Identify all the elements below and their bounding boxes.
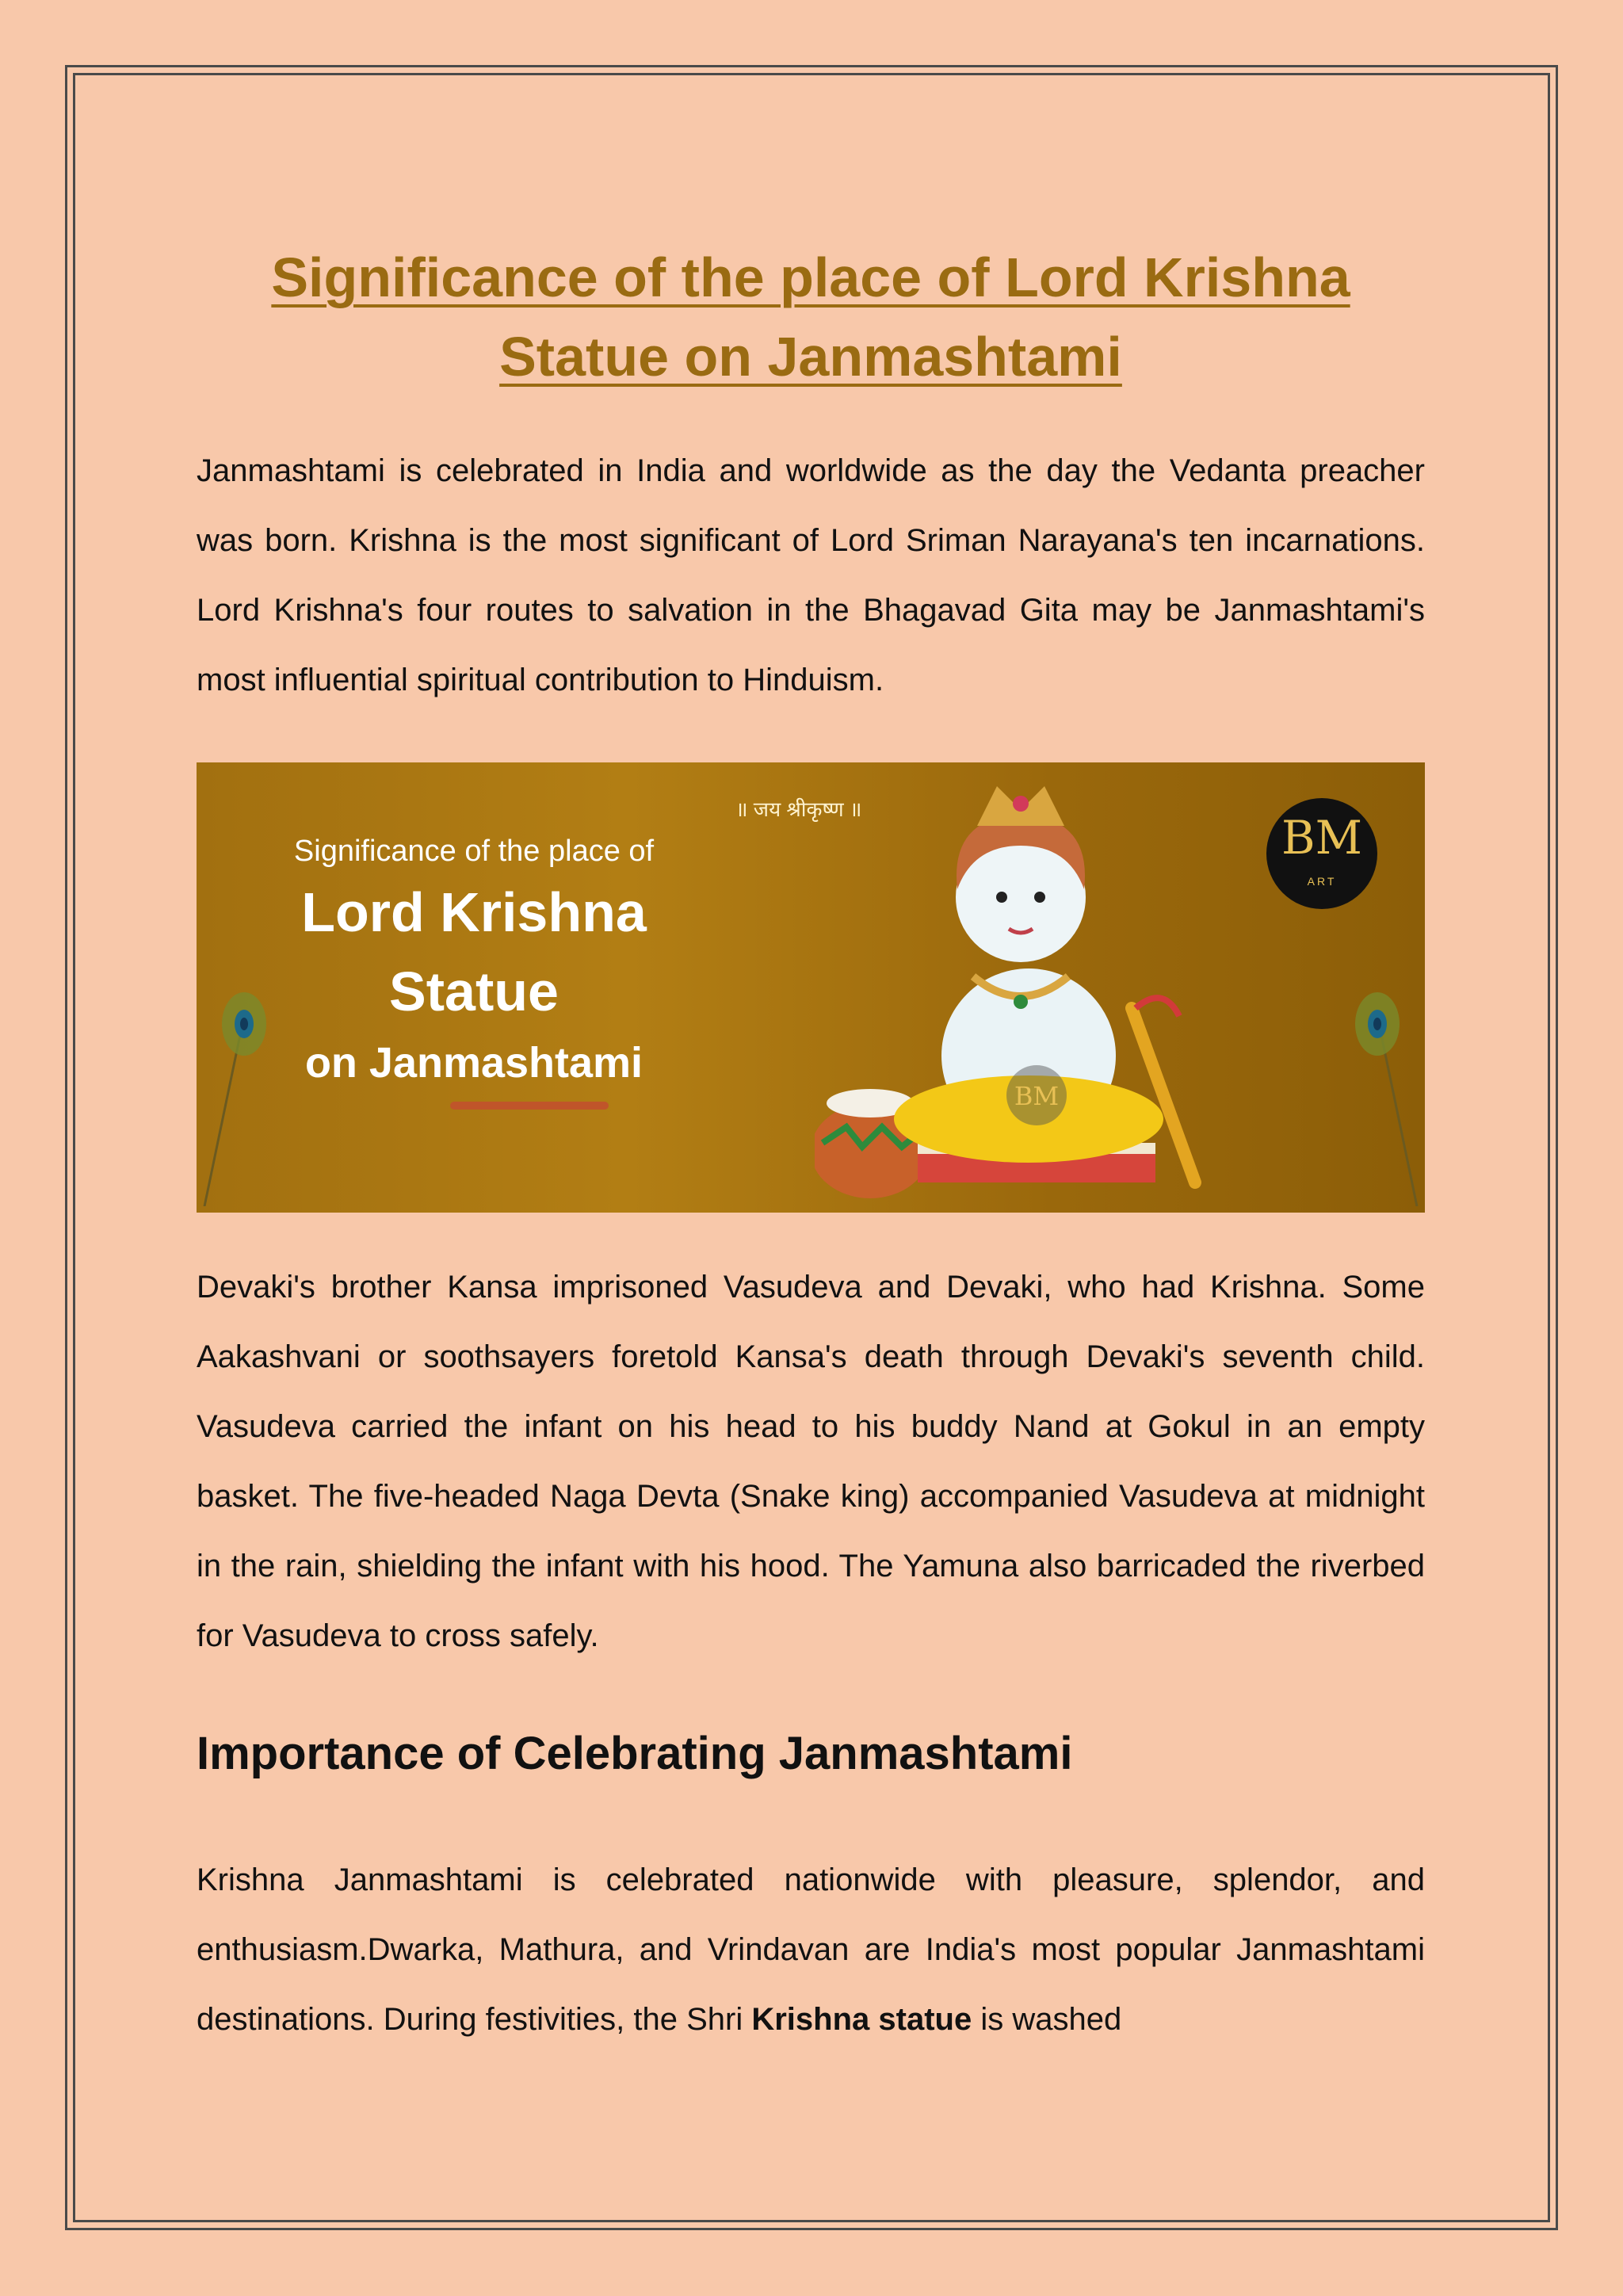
- banner-line-4: on Janmashtami: [304, 1039, 643, 1087]
- krishna-statue-link-text: Krishna statue: [751, 2002, 972, 2037]
- peacock-feather-left-icon: [197, 968, 268, 1206]
- intro-paragraph: Janmashtami is celebrated in India and worldwide as the day the Vedanta preacher was born. Krishna is the most significant of Lord Sriman Narayana's ten incarnations. Lord Krishna's four routes to salvation in the Bhagavad Gita may be Janmashtami's most influential spiritual contribution to Hinduism.: [197, 453, 1425, 697]
- document-body: [197, 238, 1425, 2054]
- celebration-paragraph: [197, 1845, 1425, 2054]
- title-line-1: Significance of the place of Lord Krishna: [271, 246, 1350, 308]
- peacock-feather-right-icon: [1354, 968, 1425, 1206]
- bm-art-logo: [1266, 798, 1377, 909]
- story-paragraph: Devaki's brother Kansa imprisoned Vasudeva and Devaki, who had Krishna. Some Aakashvani or soothsayers foretold Kansa's death through Devaki's seventh child. Vasudeva carried the infant on his head to his buddy Nand at Gokul in an empty basket. The five-headed Naga Devta (Snake king) accompanied Vasudeva at midnight in the rain, shielding the infant with his hood. The Yamuna also barricaded the riverbed for Vasudeva to cross safely.: [197, 1270, 1425, 1653]
- flute-decoration: [450, 1102, 609, 1110]
- celebration-text-a: Krishna Janmashtami is celebrated nationwide with pleasure, splendor, and enthusiasm.Dwarka, Mathura, and Vrindavan are India's most popular Janmashtami destinations. During festivities, the Shri: [197, 1862, 1425, 2037]
- logo-subtext: ART: [1307, 875, 1337, 888]
- section-heading: Importance of Celebrating Janmashtami: [197, 1728, 1073, 1779]
- banner-line-2: Lord Krishna: [301, 881, 647, 943]
- krishna-statue-illustration: [815, 770, 1227, 1213]
- logo-mark: BM: [1281, 811, 1362, 865]
- krishna-banner-image: [197, 762, 1425, 1213]
- banner-text: [252, 830, 696, 1095]
- banner-line-3: Statue: [389, 961, 559, 1022]
- statue-watermark: BM: [1014, 1081, 1060, 1111]
- banner-line-1: Significance of the place of: [293, 835, 655, 868]
- title-line-2: Statue on Janmashtami: [499, 326, 1122, 388]
- page-title: [197, 238, 1425, 396]
- celebration-text-b: is washed: [972, 2002, 1122, 2037]
- banner-devanagari-text: ॥ जय श्रीकृष्ण ॥: [735, 797, 862, 821]
